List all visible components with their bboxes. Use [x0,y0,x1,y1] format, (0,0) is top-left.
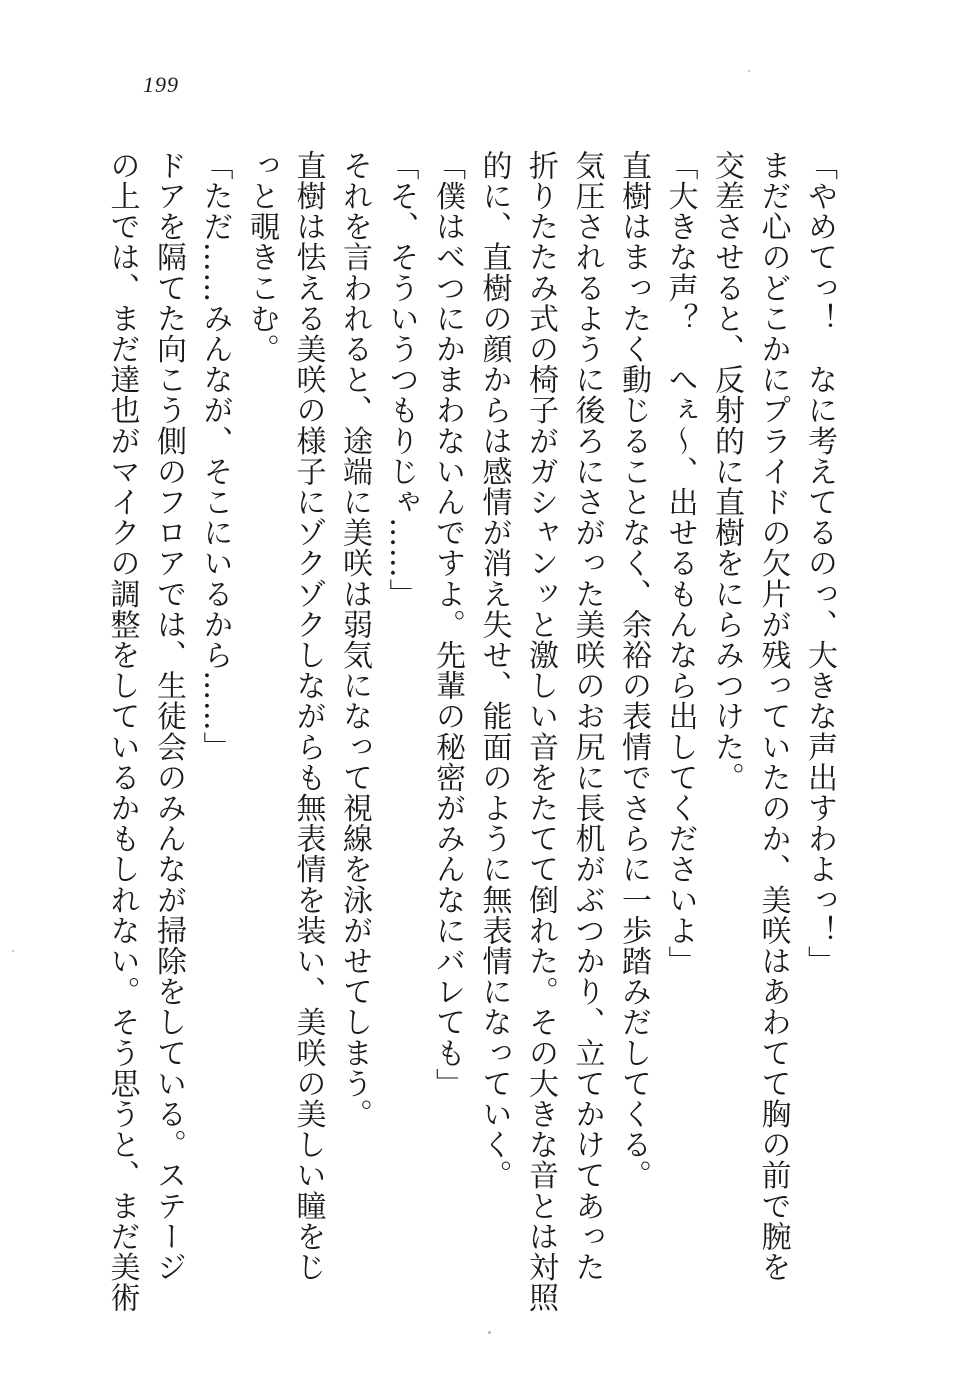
text-line: 気圧されるように後ろにさがった美咲のお尻に長机がぶつかり、立てかけてあった [569,150,605,1283]
text-line: 交差させると、反射的に直樹をにらみつけた。 [709,150,744,793]
text-line: 「ただ……みんなが、そこにいるから……」 [197,150,233,762]
page-number: 199 [143,72,179,97]
text-line: 的に、直樹の顔からは感情が消え失せ、能面のように無表情になっていく。 [476,150,512,1191]
text-line: 「やめてっ！ なに考えてるのっ、大きな声出すわよっ！」 [802,150,837,977]
text-line: っと覗きこむ。 [244,150,279,365]
text-line: 「そ、そういうつもりじゃ……」 [383,150,419,609]
scan-speck [748,70,750,72]
text-line: 「大きな声？ へぇ〜、出せるもんなら出してくださいよ」 [662,150,698,977]
text-line: 折りたたみ式の椅子がガシャンッと激しい音をたてて倒れた。その大きな音とは対照 [523,150,558,1313]
body-text [104,150,842,1313]
text-line: まだ心のどこかにプライドの欠片が残っていたのか、美咲はあわてて胸の前で腕を [755,150,791,1283]
scan-speck [12,950,14,952]
scan-speck [488,1331,491,1334]
text-line: ドアを隔てた向こう側のフロアでは、生徒会のみんなが掃除をしている。ステージ [151,150,186,1283]
text-line: それを言われると、途端に美咲は弱気になって視線を泳がせてしまう。 [337,150,372,1130]
text-line: 直樹は怯える美咲の様子にゾクゾクしながらも無表情を装い、美咲の美しい瞳をじ [290,150,326,1283]
text-line: 「僕はべつにかまわないんですよ。先輩の秘密がみんなにバレても」 [430,150,465,1099]
text-line: 直樹はまったく動じることなく、余裕の表情でさらに一歩踏みだしてくる。 [616,150,651,1191]
text-line: の上では、まだ達也がマイクの調整をしているかもしれない。そう思うと、まだ美術 [104,150,140,1313]
